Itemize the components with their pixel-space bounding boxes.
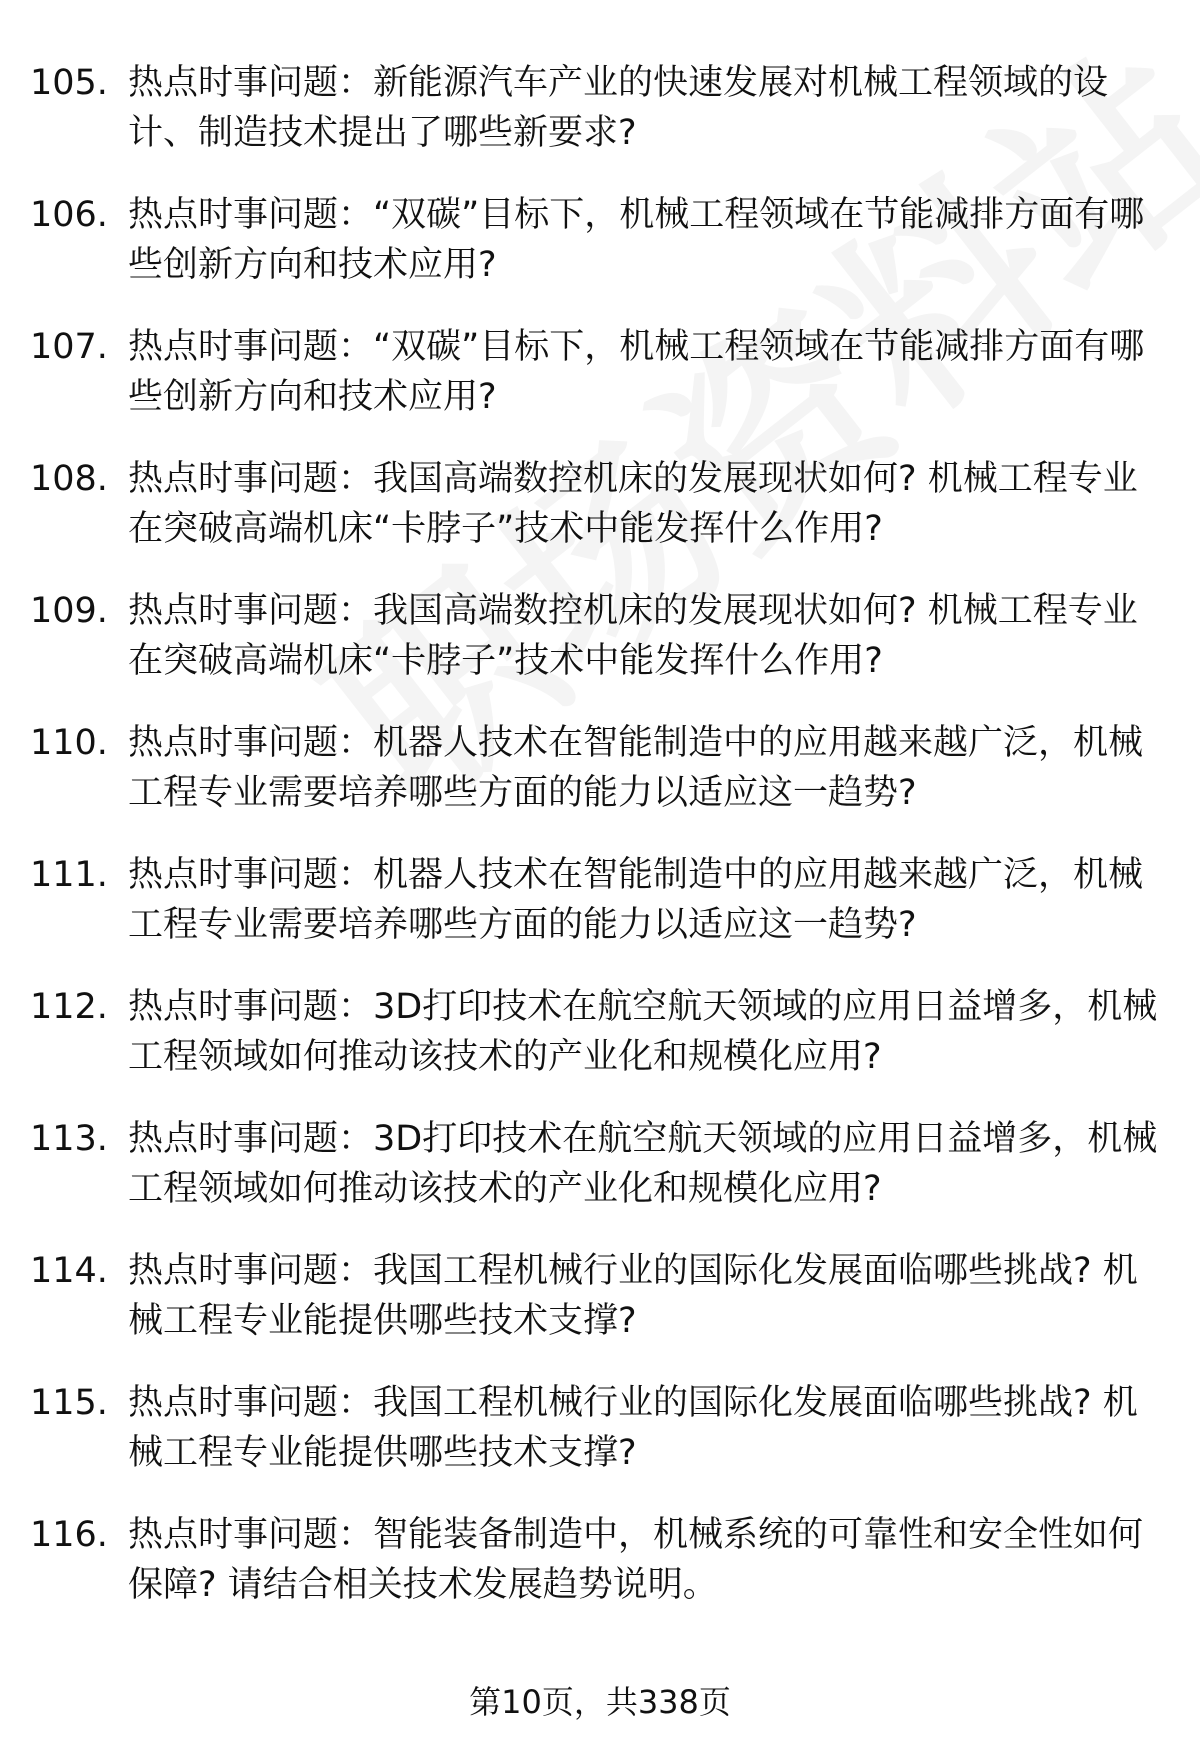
question-list [30, 58, 1170, 1642]
question-item [30, 1114, 1170, 1246]
question-number: 113. [30, 1119, 108, 1159]
question-text: 热点时事问题：我国工程机械行业的国际化发展面临哪些挑战? 机械工程专业能提供哪些技术支撑? [128, 1383, 1138, 1473]
question-number: 112. [30, 987, 108, 1027]
question-text: 热点时事问题：“双碳”目标下，机械工程领域在节能减排方面有哪些创新方向和技术应用? [128, 195, 1145, 285]
question-number: 109. [30, 591, 108, 631]
question-number: 114. [30, 1251, 108, 1291]
question-item [30, 718, 1170, 850]
question-item [30, 586, 1170, 718]
question-text: 热点时事问题：我国高端数控机床的发展现状如何? 机械工程专业在突破高端机床“卡脖子”技术中能发挥什么作用? [128, 459, 1138, 549]
question-item [30, 850, 1170, 982]
question-text: 热点时事问题：“双碳”目标下，机械工程领域在节能减排方面有哪些创新方向和技术应用? [128, 327, 1145, 417]
question-text: 热点时事问题：我国工程机械行业的国际化发展面临哪些挑战? 机械工程专业能提供哪些技术支撑? [128, 1251, 1138, 1341]
question-item [30, 322, 1170, 454]
question-number: 115. [30, 1383, 108, 1423]
question-number: 106. [30, 195, 108, 235]
question-item [30, 982, 1170, 1114]
question-text: 热点时事问题：3D打印技术在航空航天领域的应用日益增多，机械工程领域如何推动该技术的产业化和规模化应用? [128, 987, 1158, 1077]
question-item [30, 454, 1170, 586]
question-number: 110. [30, 723, 108, 763]
question-text: 热点时事问题：智能装备制造中，机械系统的可靠性和安全性如何保障? 请结合相关技术发展趋势说明。 [128, 1515, 1144, 1605]
question-item [30, 1378, 1170, 1510]
question-text: 热点时事问题：机器人技术在智能制造中的应用越来越广泛，机械工程专业需要培养哪些方面的能力以适应这一趋势? [128, 723, 1144, 813]
question-text: 热点时事问题：我国高端数控机床的发展现状如何? 机械工程专业在突破高端机床“卡脖子”技术中能发挥什么作用? [128, 591, 1138, 681]
question-number: 111. [30, 855, 108, 895]
question-text: 热点时事问题：新能源汽车产业的快速发展对机械工程领域的设计、制造技术提出了哪些新要求? [128, 63, 1109, 153]
page-footer: 第10页，共338页 [469, 1683, 731, 1721]
question-item [30, 1246, 1170, 1378]
question-item [30, 1510, 1170, 1642]
question-number: 107. [30, 327, 108, 367]
question-number: 108. [30, 459, 108, 499]
question-text: 热点时事问题：机器人技术在智能制造中的应用越来越广泛，机械工程专业需要培养哪些方面的能力以适应这一趋势? [128, 855, 1144, 945]
question-item [30, 190, 1170, 322]
question-item [30, 58, 1170, 190]
question-number: 116. [30, 1515, 108, 1555]
question-number: 105. [30, 63, 108, 103]
question-text: 热点时事问题：3D打印技术在航空航天领域的应用日益增多，机械工程领域如何推动该技术的产业化和规模化应用? [128, 1119, 1158, 1209]
